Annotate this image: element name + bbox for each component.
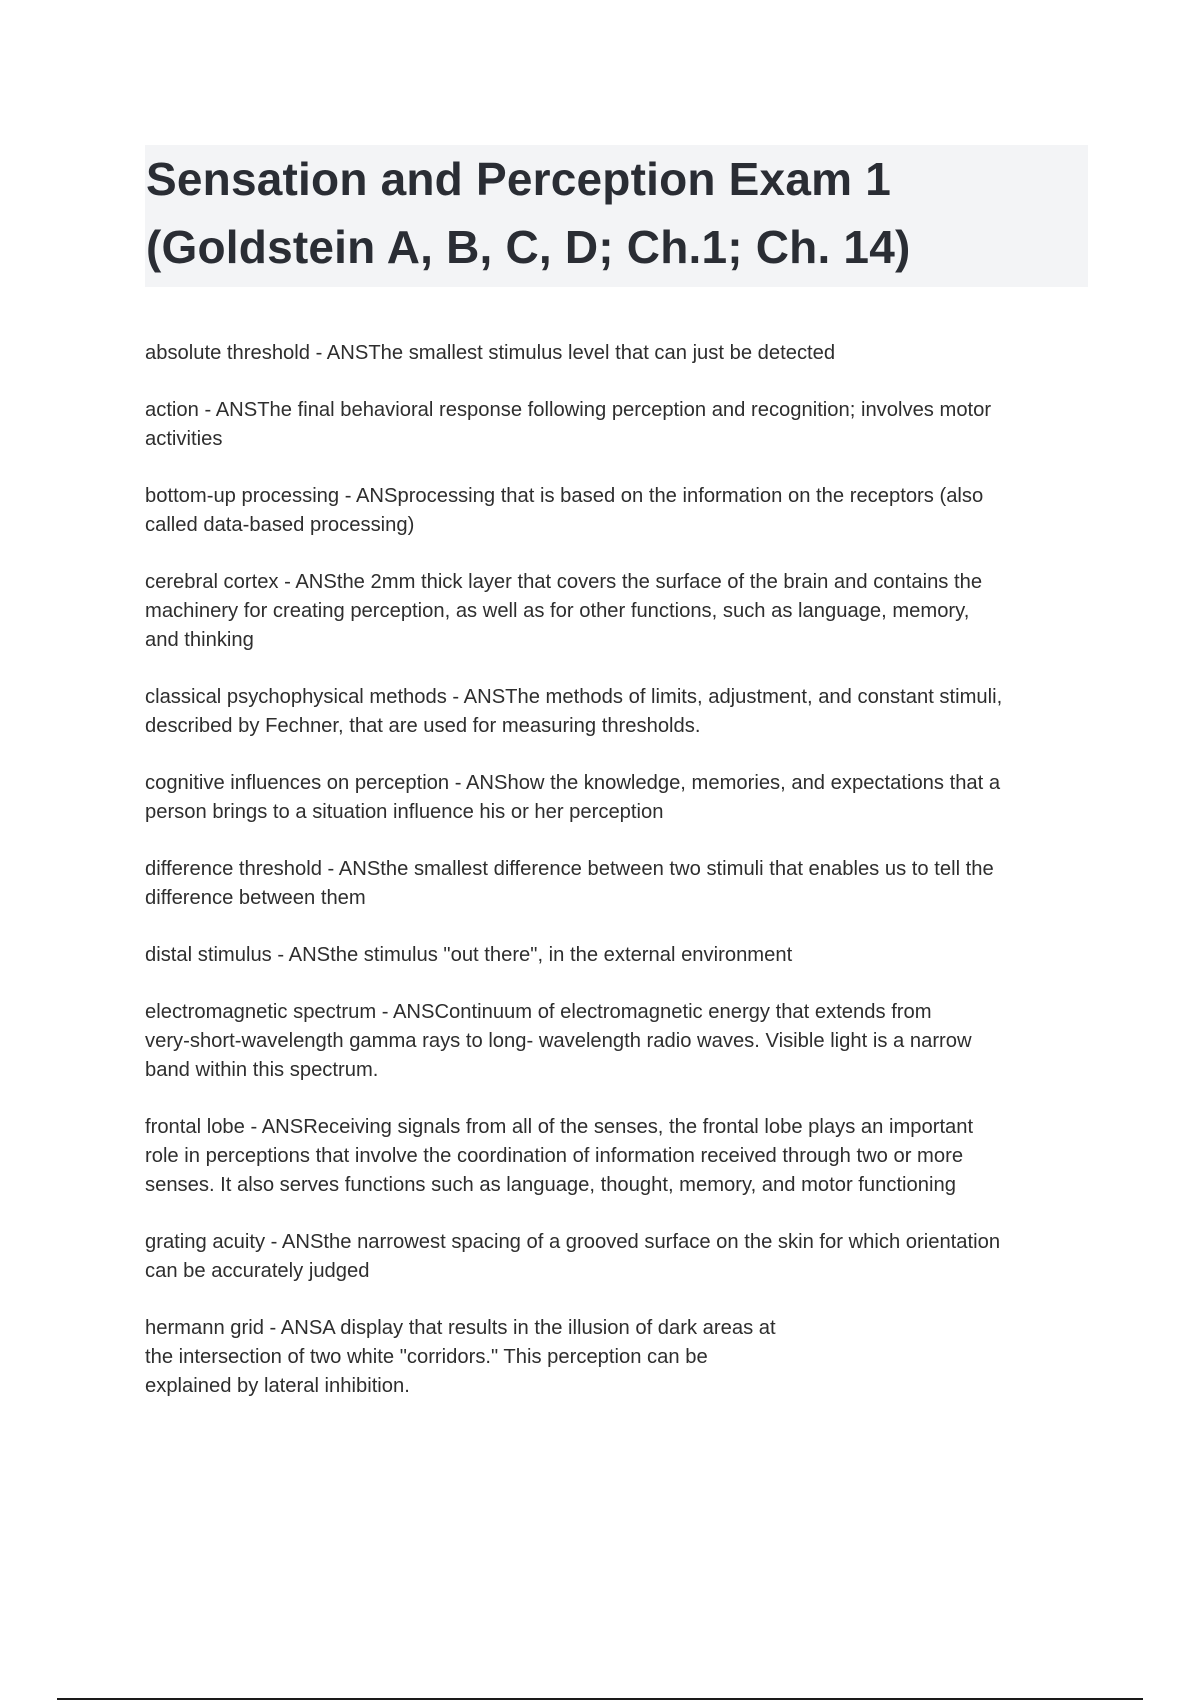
page-title: Sensation and Perception Exam 1 (Goldstein A, B, C, D; Ch.1; Ch. 14) xyxy=(146,153,911,273)
glossary-entry: classical psychophysical methods - ANSThe methods of limits, adjustment, and constant stimuli, described by Fechner, that are used for measuring thresholds. xyxy=(145,686,1003,737)
glossary-entry: frontal lobe - ANSReceiving signals from all of the senses, the frontal lobe plays an important role in perceptions that involve the coordination of information received through two or more senses. It also serves functions such as language, thought, memory, and motor functioning xyxy=(145,1116,974,1196)
glossary-entry: cognitive influences on perception - ANShow the knowledge, memories, and expectations that a person brings to a situation influence his or her perception xyxy=(145,772,1001,823)
glossary-entry: action - ANSThe final behavioral response following perception and recognition; involves motor activities xyxy=(145,399,992,450)
glossary-entry: electromagnetic spectrum - ANSContinuum of electromagnetic energy that extends from very-short-wavelength gamma rays to long- wavelength radio waves. Visible light is a narrow band within this spectrum. xyxy=(145,1001,972,1081)
glossary-entry: difference threshold - ANSthe smallest difference between two stimuli that enables us to tell the difference between them xyxy=(145,858,994,909)
glossary-entry: distal stimulus - ANSthe stimulus "out there", in the external environment xyxy=(145,944,793,966)
glossary-entry: absolute threshold - ANSThe smallest stimulus level that can just be detected xyxy=(145,342,836,364)
glossary-entry: cerebral cortex - ANSthe 2mm thick layer that covers the surface of the brain and contains the machinery for creating perception, as well as for other functions, such as language, memory, and thinking xyxy=(145,571,983,651)
glossary-entry: hermann grid - ANSA display that results in the illusion of dark areas at the intersection of two white "corridors." This perception can be explained by lateral inhibition. xyxy=(145,1317,776,1397)
glossary-entry: bottom-up processing - ANSprocessing that is based on the information on the receptors (also called data-based processing) xyxy=(145,485,984,536)
glossary-entry: grating acuity - ANSthe narrowest spacing of a grooved surface on the skin for which orientation can be accurately judged xyxy=(145,1231,1001,1282)
glossary-list xyxy=(145,339,1090,1429)
title-banner xyxy=(145,145,1088,287)
